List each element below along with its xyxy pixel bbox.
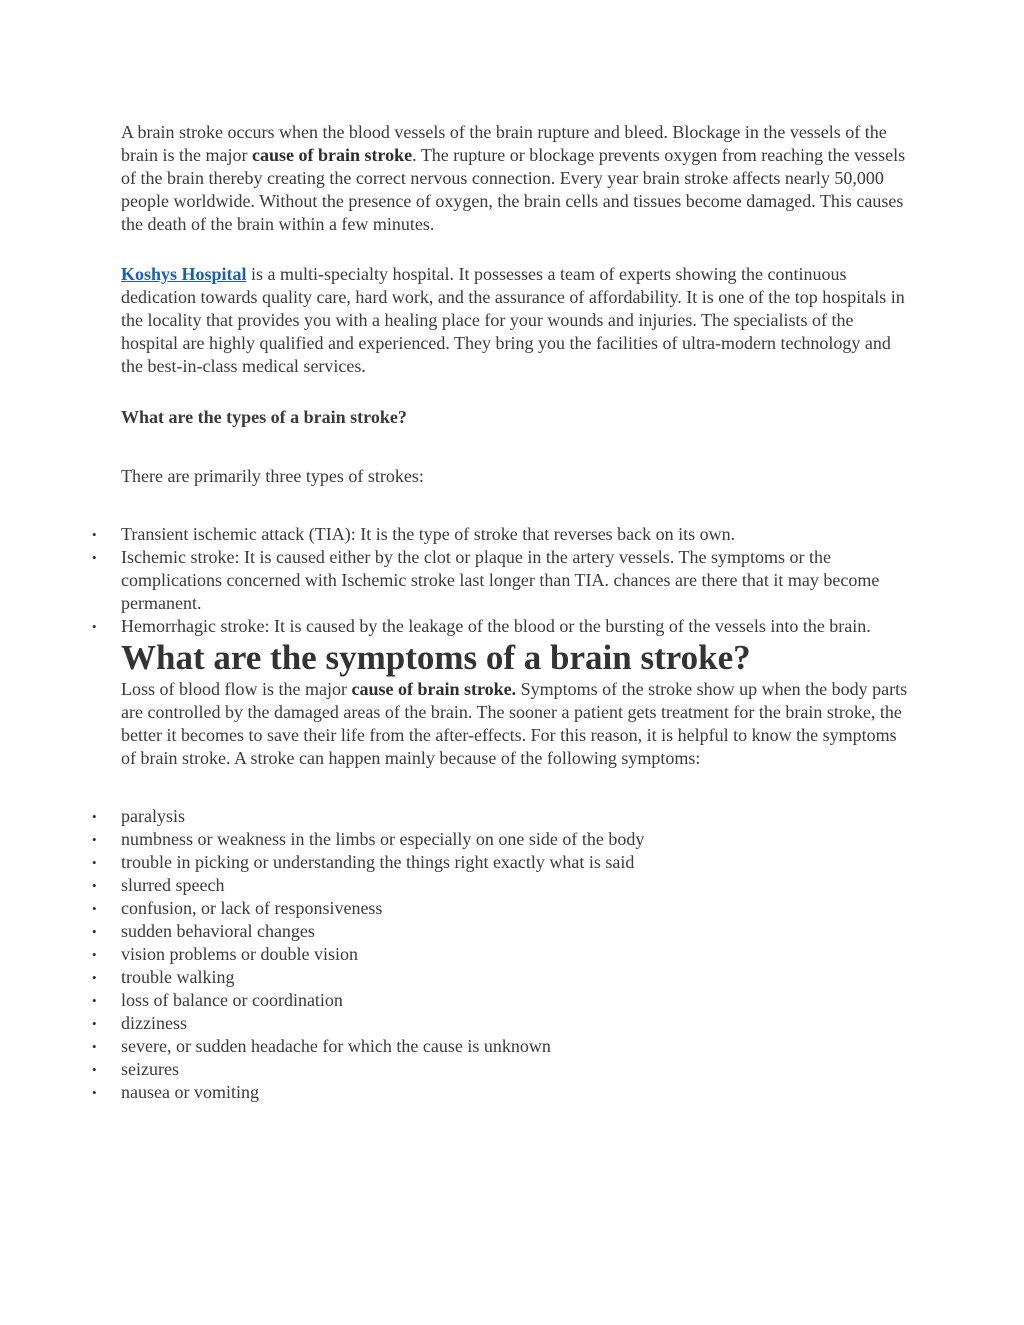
- list-item: [92, 920, 911, 943]
- list-item: [92, 1012, 911, 1035]
- bullet-icon: •: [92, 878, 97, 893]
- list-item: [92, 1081, 911, 1104]
- list-item: [92, 943, 911, 966]
- symptoms-bold-phrase: cause of brain stroke.: [351, 679, 517, 699]
- list-item: [92, 805, 911, 828]
- types-list: [92, 523, 911, 638]
- list-item-text: confusion, or lack of responsiveness: [121, 898, 383, 918]
- list-item-text: nausea or vomiting: [121, 1082, 259, 1102]
- list-item: [92, 546, 911, 615]
- list-item-text: loss of balance or coordination: [121, 990, 343, 1010]
- intro-text-end: . The rupture or blockage prevents oxygen from reaching the vessels of the brain thereby creating the correct nervous connection. Every year brain stroke affects nearly 50,000 people worldwide. Without the presence of oxygen, the brain cells and tissues become damaged. This causes the death of the brain within a few minutes.: [121, 145, 906, 234]
- symptoms-paragraph: [121, 678, 911, 770]
- list-item-text: trouble in picking or understanding the things right exactly what is said: [121, 852, 635, 872]
- list-item-text: sudden behavioral changes: [121, 921, 315, 941]
- list-item: [92, 1035, 911, 1058]
- types-intro: There are primarily three types of strokes:: [121, 466, 424, 486]
- symptoms-list: [92, 805, 911, 1104]
- list-item: [92, 615, 911, 638]
- intro-text-start: A brain stroke occurs when the blood vessels of the brain rupture and bleed. Blockage in the vessels of the brain is the major: [121, 122, 887, 165]
- list-item-text: Transient ischemic attack (TIA): It is the type of stroke that reverses back on its own.: [121, 524, 736, 544]
- list-item-text: seizures: [121, 1059, 179, 1079]
- list-item: [92, 1058, 911, 1081]
- intro-bold-phrase: cause of brain stroke: [251, 145, 413, 165]
- list-item: [92, 828, 911, 851]
- list-item: [92, 989, 911, 1012]
- list-item-text: Hemorrhagic stroke: It is caused by the leakage of the blood or the bursting of the vessels into the brain.: [121, 616, 871, 636]
- types-heading: What are the types of a brain stroke?: [121, 407, 407, 427]
- hospital-paragraph: [121, 263, 911, 378]
- bullet-icon: •: [92, 970, 97, 985]
- koshys-hospital-link[interactable]: Koshys Hospital: [121, 264, 247, 284]
- bullet-icon: •: [92, 1016, 97, 1031]
- bullet-icon: •: [92, 1062, 97, 1077]
- hospital-text: is a multi-specialty hospital. It possesses a team of experts showing the continuous dedication towards quality care, hard work, and the assurance of affordability. It is one of the top hospitals in the locality that provides you with a healing place for your wounds and injuries. The specialists of the hospital are highly qualified and experienced. They bring you the facilities of ultra-modern technology and the best-in-class medical services.: [121, 264, 905, 376]
- list-item-text: severe, or sudden headache for which the cause is unknown: [121, 1036, 551, 1056]
- list-item-text: paralysis: [121, 806, 185, 826]
- symptoms-heading: What are the symptoms of a brain stroke?: [121, 638, 751, 677]
- symptoms-text-end: Symptoms of the stroke show up when the body parts are controlled by the damaged areas of the brain. The sooner a patient gets treatment for the brain stroke, the better it becomes to save their life from the after-effects. For this reason, it is helpful to know the symptoms of brain stroke. A stroke can happen mainly because of the following symptoms:: [121, 679, 908, 768]
- symptoms-text-start: Loss of blood flow is the major: [121, 679, 352, 699]
- document-body: [92, 121, 911, 1104]
- bullet-icon: •: [92, 924, 97, 939]
- bullet-icon: •: [92, 809, 97, 824]
- list-item: [92, 874, 911, 897]
- list-item: [92, 966, 911, 989]
- bullet-icon: •: [92, 1085, 97, 1100]
- list-item: [92, 523, 911, 546]
- list-item-text: numbness or weakness in the limbs or especially on one side of the body: [121, 829, 645, 849]
- list-item-text: dizziness: [121, 1013, 187, 1033]
- list-item-text: trouble walking: [121, 967, 235, 987]
- list-item-text: slurred speech: [121, 875, 225, 895]
- bullet-icon: •: [92, 901, 97, 916]
- bullet-icon: •: [92, 550, 97, 565]
- bullet-icon: •: [92, 527, 97, 542]
- list-item: [92, 897, 911, 920]
- bullet-icon: •: [92, 619, 97, 634]
- bullet-icon: •: [92, 993, 97, 1008]
- list-item-text: Ischemic stroke: It is caused either by the clot or plaque in the artery vessels. The symptoms or the complications concerned with Ischemic stroke last longer than TIA. chances are there that it may become permanent.: [121, 547, 880, 613]
- bullet-icon: •: [92, 1039, 97, 1054]
- list-item: [92, 851, 911, 874]
- intro-paragraph: [121, 121, 911, 236]
- bullet-icon: •: [92, 832, 97, 847]
- bullet-icon: •: [92, 947, 97, 962]
- list-item-text: vision problems or double vision: [121, 944, 358, 964]
- bullet-icon: •: [92, 855, 97, 870]
